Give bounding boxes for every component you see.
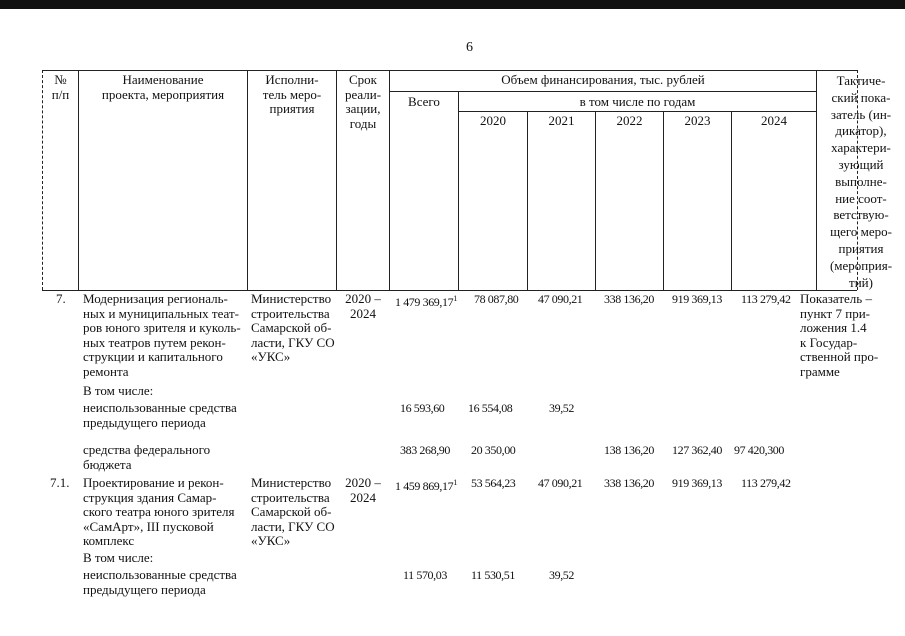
row71-num: 7.1.	[50, 475, 70, 490]
row71-unused-label: неиспользованные средства предыдущего периода	[83, 567, 237, 597]
row7-num: 7.	[56, 291, 66, 306]
scan-top-edge	[0, 0, 905, 9]
header-year-2023: 2023	[684, 113, 711, 128]
row71-unused-2020: 11 530,51	[471, 568, 515, 582]
row7-indicator: Показатель – пункт 7 при- ложения 1.4 к Государ- ственной про- грамме	[800, 291, 879, 379]
header-name: Наименование проекта, мероприятия	[101, 72, 225, 102]
table-top-border	[42, 70, 857, 71]
row71-total: 1 459 869,17$^1$	[395, 478, 457, 493]
col-border-6	[527, 111, 528, 290]
row7-federal-2020: 20 350,00	[471, 443, 516, 457]
row7-federal-2022: 138 136,20	[604, 443, 655, 457]
row71-2020: 53 564,23	[471, 476, 516, 490]
col-border-8	[663, 111, 664, 290]
row7-name: Модернизация региональ- ных и муниципальных теат- ров юного зрителя и куколь- ных театров путем рекон- струкции и капитального ремонта	[83, 291, 241, 379]
col-border-left-dashed	[42, 70, 43, 290]
header-year-2024: 2024	[761, 113, 787, 128]
row7-unused-label: неиспользованные средства предыдущего периода	[83, 400, 237, 430]
row7-2024: 113 279,42	[741, 292, 791, 306]
header-num: № п/п	[51, 72, 70, 102]
row71-2023: 919 369,13	[672, 476, 723, 490]
row71-term: 2020 – 2024	[345, 475, 381, 505]
row71-unused-2021: 39,52	[549, 568, 575, 582]
row71-2024: 113 279,42	[741, 476, 791, 490]
header-total: Всего	[408, 94, 440, 109]
header-year-2020: 2020	[480, 113, 506, 128]
row7-including-label: В том числе:	[83, 383, 154, 398]
row7-unused-2020: 16 554,08	[468, 401, 513, 415]
row71-unused-total: 11 570,03	[403, 568, 447, 582]
header-executor: Исполни- тель меро- приятия	[262, 72, 322, 116]
row7-federal-2024: 97 420,300	[734, 443, 785, 457]
page-number: 6	[466, 40, 473, 55]
col-border-7	[595, 111, 596, 290]
header-year-2022: 2022	[616, 113, 643, 128]
col-border-9	[731, 111, 732, 290]
header-funding: Объем финансирования, тыс. рублей	[501, 72, 705, 87]
row7-federal-2023: 127 362,40	[672, 443, 723, 457]
row71-footnote: 1	[453, 478, 457, 487]
row7-executor: Министерство строительства Самарской об- ласти, ГКУ СО «УКС»	[251, 291, 335, 364]
row71-2021: 47 090,21	[538, 476, 583, 490]
row7-2021: 47 090,21	[538, 292, 583, 306]
header-indicator: Тактиче- ский пока- затель (ин- дикатор), характери- зующий выполне- ние соот- ветствую- щего меро- приятия (мероприя- тий)	[829, 73, 893, 290]
row71-including-label: В том числе:	[83, 550, 154, 565]
header-year-2021: 2021	[548, 113, 575, 128]
row71-executor: Министерство строительства Самарской об- ласти, ГКУ СО «УКС»	[251, 475, 335, 548]
years-row-top-line	[458, 111, 816, 112]
row7-2022: 338 136,20	[604, 292, 655, 306]
row71-name: Проектирование и рекон- струкция здания Самар- ского театра юного зрителя «СамАрт», III пусковой комплекс	[83, 475, 235, 548]
row7-term: 2020 – 2024	[345, 291, 381, 321]
row7-unused-total: 16 593,60	[400, 401, 445, 415]
row7-unused-2021: 39,52	[549, 401, 575, 415]
header-by-years: в том числе по годам	[579, 94, 696, 109]
row7-footnote: 1	[453, 294, 457, 303]
row7-total: 1 479 369,17$^1$	[395, 294, 457, 309]
row7-2023: 919 369,13	[672, 292, 723, 306]
years-group-top-line	[389, 91, 816, 92]
col-border-1	[78, 70, 79, 290]
row7-2020: 78 087,80	[474, 292, 519, 306]
row7-federal-total: 383 268,90	[400, 443, 451, 457]
header-term: Срок реали- зации, годы	[344, 72, 382, 131]
row71-2022: 338 136,20	[604, 476, 655, 490]
row7-federal-label: средства федерального бюджета	[83, 442, 211, 472]
